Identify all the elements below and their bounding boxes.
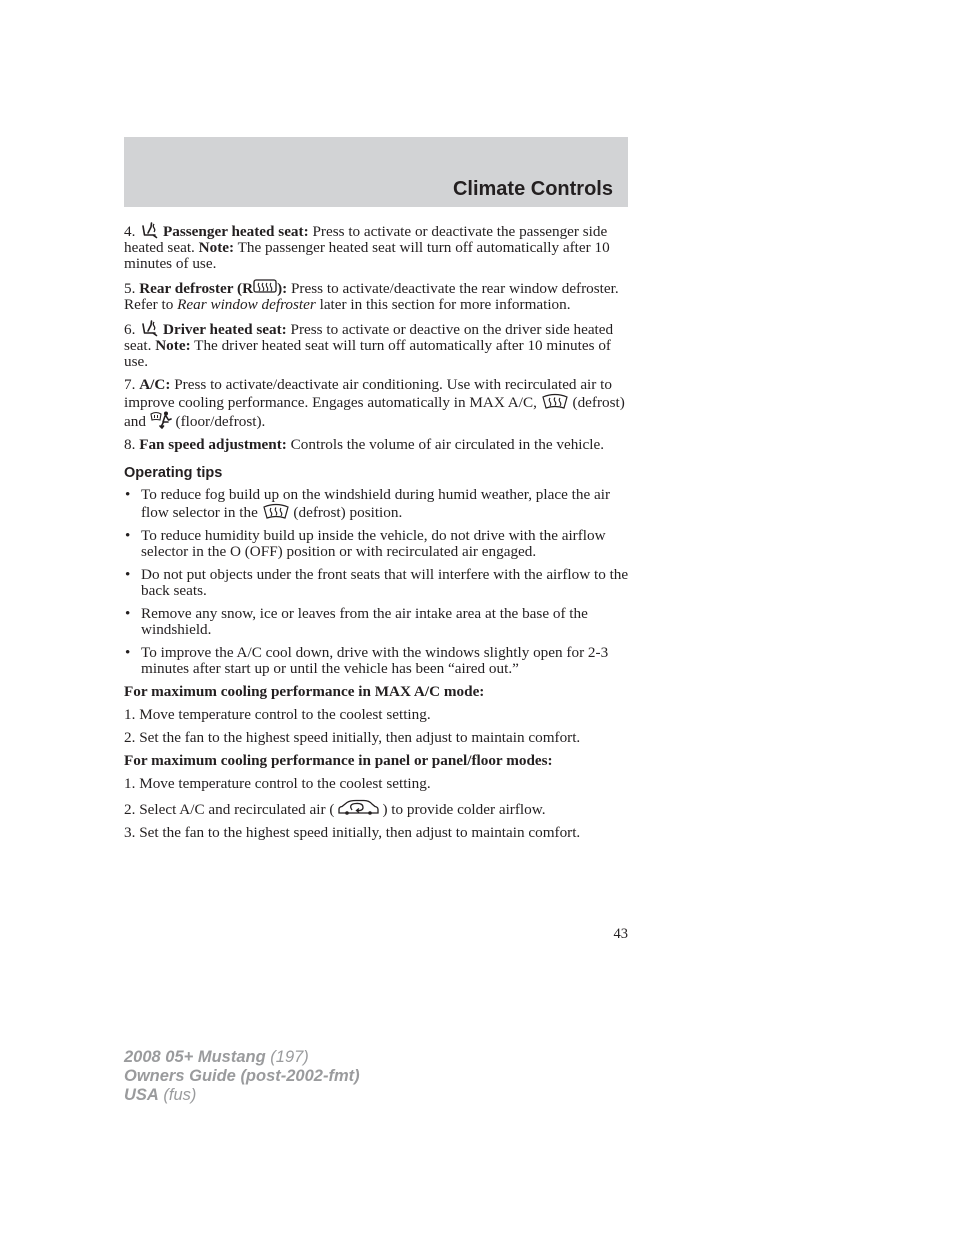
item-rear-defroster: 5. Rear defroster (R ): Press to activate/deactivate the rear window defroster. Refer to Rear window defroster later in this section for more information. <box>124 280 619 313</box>
windshield-defrost-icon <box>541 393 569 410</box>
document-footer <box>124 1048 360 1105</box>
page-content <box>124 222 630 848</box>
windshield-defrost-icon <box>262 503 290 520</box>
item-ac: 7. A/C: Press to activate/deactivate air conditioning. Use with recirculated air to improve cooling performance. Engages automatically in MAX A/C, (defrost) and (floor/defrost). <box>124 376 625 430</box>
section-header <box>124 137 628 207</box>
bullet: • <box>125 566 131 583</box>
panel-modes-heading: For maximum cooling performance in panel or panel/floor modes: <box>124 752 553 769</box>
max-ac-step-1: 1. Move temperature control to the coolest setting. <box>124 706 431 723</box>
item-fan-speed: 8. Fan speed adjustment: Controls the volume of air circulated in the vehicle. <box>124 436 605 453</box>
list-item: • Remove any snow, ice or leaves from the air intake area at the base of the windshield. <box>125 605 588 638</box>
item-passenger-heated-seat: 4. Passenger heated seat: Press to activate or deactivate the passenger side heated seat. Note: The passenger heated seat will turn off automatically after 10 minutes of use. <box>124 223 610 272</box>
operating-tips-heading: Operating tips <box>124 465 223 481</box>
list-item: • To improve the A/C cool down, drive with the windows slightly open for 2-3 minutes after start up or until the vehicle has been “aired out.” <box>125 644 609 677</box>
bullet: • <box>125 644 131 661</box>
bullet: • <box>125 486 131 503</box>
heated-seat-icon <box>139 222 159 239</box>
panel-modes-step-3: 3. Set the fan to the highest speed initially, then adjust to maintain comfort. <box>124 824 581 841</box>
bullet: • <box>125 605 131 622</box>
floor-defrost-icon <box>150 411 172 429</box>
footer-line-2: Owners Guide (post-2002-fmt) <box>124 1067 360 1085</box>
list-item: • To reduce fog build up on the windshield during humid weather, place the air flow selector in the (defrost) position. <box>125 486 611 521</box>
list-item: • Do not put objects under the front seats that will interfere with the airflow to the back seats. <box>125 566 629 599</box>
bullet: • <box>125 527 131 544</box>
max-ac-heading: For maximum cooling performance in MAX A/C mode: <box>124 683 485 700</box>
panel-modes-step-2: 2. Select A/C and recirculated air ( ) to provide colder airflow. <box>124 801 546 818</box>
recirculated-air-icon <box>334 799 382 817</box>
footer-line-3: USA (fus) <box>124 1086 197 1104</box>
operating-tips-list <box>124 487 630 677</box>
rear-defrost-icon <box>253 279 277 296</box>
page-number: 43 <box>613 926 628 942</box>
section-title: Climate Controls <box>452 178 613 200</box>
item-driver-heated-seat: 6. Driver heated seat: Press to activate or deactive on the driver side heated seat. Note: The driver heated seat will turn off automatically after 10 minutes of use. <box>124 321 614 370</box>
footer-line-1: 2008 05+ Mustang (197) <box>124 1048 309 1066</box>
max-ac-step-2: 2. Set the fan to the highest speed initially, then adjust to maintain comfort. <box>124 729 581 746</box>
list-item: • To reduce humidity build up inside the vehicle, do not drive with the airflow selector in the O (OFF) position or with recirculated air engaged. <box>125 527 606 560</box>
panel-modes-step-1: 1. Move temperature control to the coolest setting. <box>124 775 431 792</box>
heated-seat-icon <box>139 320 159 337</box>
